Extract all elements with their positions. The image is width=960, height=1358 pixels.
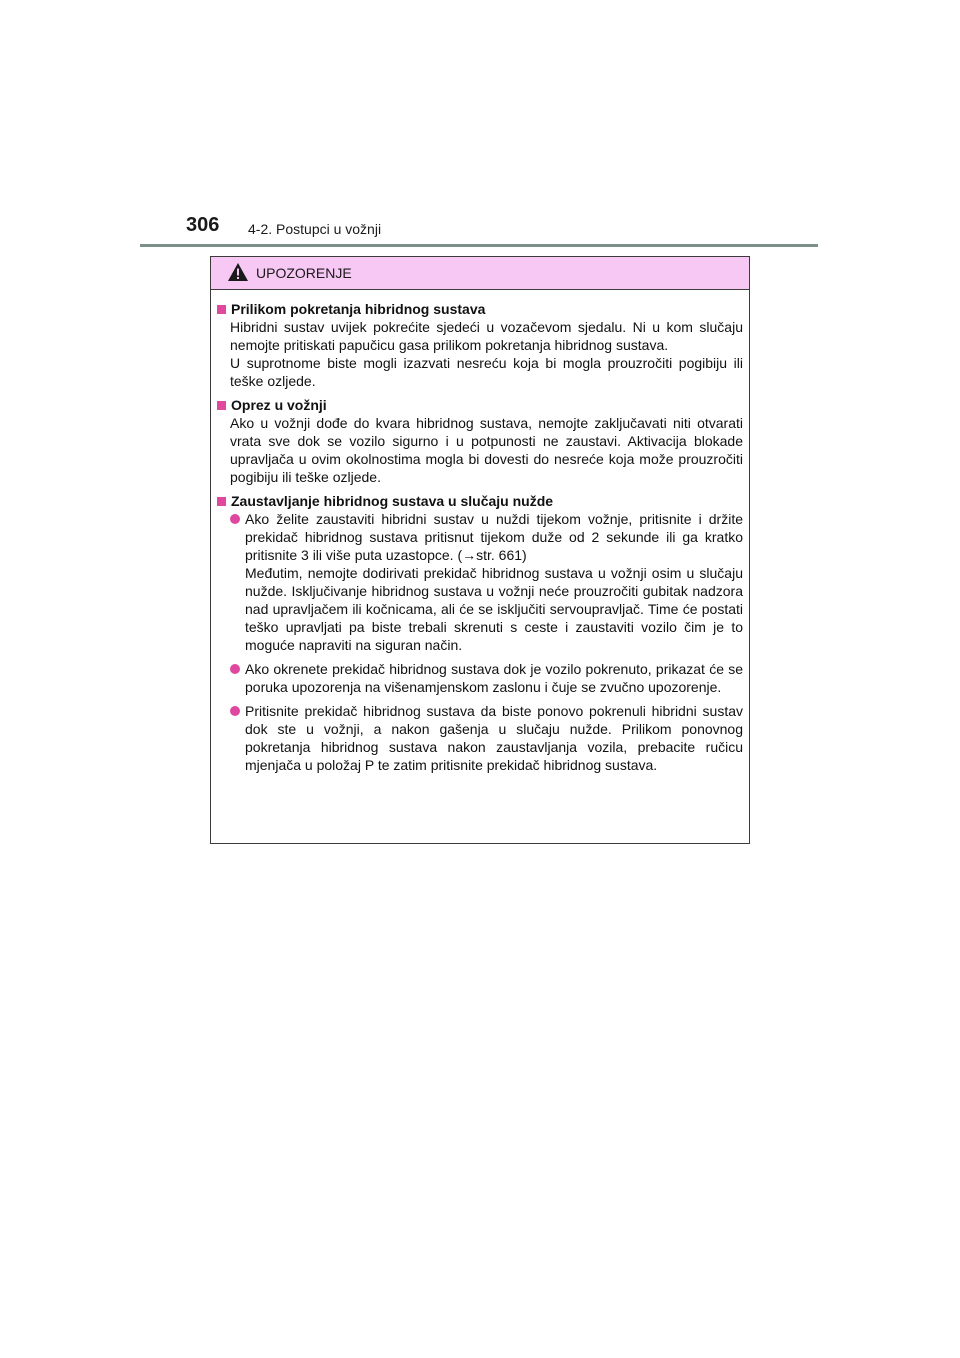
round-bullet-icon [230,514,240,524]
list-item [230,510,743,654]
warning-triangle-icon [227,262,249,282]
bullet-text: Ako okrenete prekidač hibridnog sustava dok je vozilo pokrenuto, prikazat će se poruka upozorenja na višenamjenskom zaslonu i čuje se zvučno upozorenje. [245,661,743,695]
warning-body [211,290,749,774]
warning-item-emergency [217,492,743,774]
item-title [217,492,743,510]
list-item [230,660,743,696]
warning-item-driving [217,396,743,486]
paragraph: Ako u vožnji dođe do kvara hibridnog sustava, nemojte zaključavati niti otvarati vrata sve dok se vozilo sigurno i u potpunosti ne zaustavi. Aktivacija blokade upravljača u ovim okolnostima mogla bi dovesti do nesreće koja može prouzročiti pogibiju ili teške ozljede. [230,415,743,485]
list-item [230,702,743,774]
page-number: 306 [186,214,220,236]
round-bullet-icon [230,664,240,674]
header-divider [140,244,818,247]
bullet-text: Pritisnite prekidač hibridnog sustava da biste ponovo pokrenuli hibridni sustav dok ste u vožnji, a nakon gašenja u slučaju nužde. Prilikom ponovnog pokretanja hibridnog sustava nakon zaustavljanja vozila, prebacite ručicu mjenjača u položaj P te zatim pritisnite prekidač hibridnog sustava. [245,703,743,773]
item-title-text: Zaustavljanje hibridnog sustava u slučaju nužde [231,493,554,509]
item-title-text: Prilikom pokretanja hibridnog sustava [231,301,486,317]
bullet-continuation: Međutim, nemojte dodirivati prekidač hibridnog sustava u vožnji osim u slučaju nužde. Isključivanje hibridnog sustava u vožnji neće prouzročiti gubitak nadzora nad upravljačem ili kočnicama, ali će se isključiti servoupravljač. Time će postati teško upravljati pa biste trebali skrenuti s ceste i zaustaviti vozilo čim je to moguće napraviti na siguran način. [245,565,743,653]
square-bullet-icon [217,497,226,506]
warning-header [211,257,749,290]
section-title: 4-2. Postupci u vožnji [248,221,382,237]
warning-box [210,256,750,844]
square-bullet-icon [217,305,226,314]
warning-item-start [217,300,743,390]
item-title [217,300,743,318]
paragraph: U suprotnome biste mogli izazvati nesreću koja bi mogla prouzročiti pogibiju ili teške ozljede. [230,355,743,389]
square-bullet-icon [217,401,226,410]
item-title-text: Oprez u vožnji [231,397,327,413]
item-title [217,396,743,414]
page-header [0,0,960,250]
round-bullet-icon [230,706,240,716]
bullet-text: Ako želite zaustaviti hibridni sustav u nuždi tijekom vožnje, pritisnite i držite prekidač hibridnog sustava pritisnut tijekom duže od 2 sekunde ili ga kratko pritisnite 3 ili više puta uzastopce. (→str. 661) [245,511,743,563]
warning-label: UPOZORENJE [256,265,352,281]
paragraph: Hibridni sustav uvijek pokrećite sjedeći u vozačevom sjedalu. Ni u kom slučaju nemojte pritiskati papučicu gasa prilikom pokretanja hibridnog sustava. [230,319,743,353]
